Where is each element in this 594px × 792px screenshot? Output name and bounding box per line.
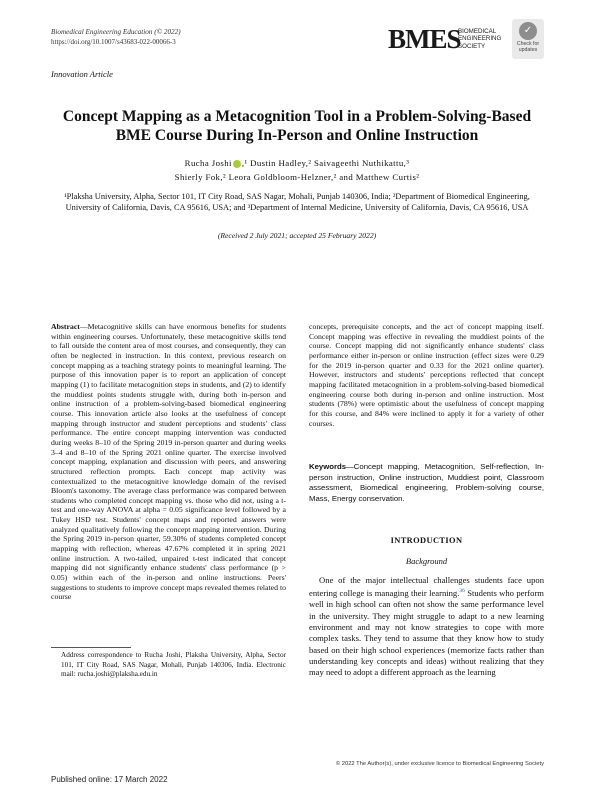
intro-text-a: One of the major intellectual challenges students face upon entering college is managing their learning.	[309, 575, 544, 599]
journal-name: Biomedical Engineering Education (© 2022)	[51, 28, 181, 36]
bmes-logo[interactable]	[388, 24, 508, 58]
correspondence-address: Address correspondence to Rucha Joshi, Plaksha University, Alpha, Sector 101, IT City Road, SAS Nagar, Mohali, Punjab 140306, India. Electronic mail: rucha.joshi@plaksha.edu.in	[61, 651, 286, 679]
citation-link[interactable]: 36	[459, 588, 465, 595]
copyright-notice: © 2022 The Author(s), under exclusive licence to Biomedical Engineering Society	[335, 761, 544, 767]
badge-line-2: updates	[518, 47, 538, 53]
intro-text-b: Students who perform well in high school can often not show the same performance level in the university. They might struggle to adapt to a new learning environment and may not know strategies to cope with more complex tasks. They tend to assume that they know how to study based on their high school experiences (memorize facts rather than understanding key concepts and ideas) without realizing that they may need to adopt a different approach as the learning	[309, 588, 544, 678]
author-list	[60, 156, 534, 184]
abstract-text: —Metacognitive skills can have enormous benefits for students within engineering courses. Unfortunately, these metacognitive skills tend to fall outside the content area of most courses, and consequently, they can often be neglected in instruction. In this context, previous research on concept mapping as a teaching strategy points to meaningful learning. The purpose of this innovation paper is to report an application of concept mapping (1) to facilitate metacognition steps in students, and (2) to identify the muddiest points students struggle with, during both in-person and online instruction of a problem-solving-based biomedical engineering course. This innovation article also looks at the usefulness of concept mapping through instructor and student perceptions and students' class performance. The entire concept mapping intervention was conducted during weeks 8–10 of the Spring 2019 in-person quarter and during weeks 3–4 and 8–10 of the Spring 2021 online quarter. The exercise involved concept mapping, explanation and discussion with peers, and answering structured reflection prompts. Each concept map activity was contextualized to the metacognitive knowledge domain of the revised Bloom's taxonomy. The average class performance was compared between students who completed concept mapping vs. those who did not, using a t-test and one-way ANOVA at alpha = 0.05 significance level followed by a Tukey HSD test. Students' concept maps and reported answers were analyzed qualitatively following the concept mapping intervention. During the Spring 2019 in-person quarter, 59.30% of students completed concept mapping with reflection, whereas 47.67% completed it in spring 2021 online instruction. A two-tailed, unpaired t-test indicated that concept mapping did not significantly enhance students' class performance (p > 0.05) within each of the in-person and online instructions. Peers' suggestions to students to improve concept maps revealed themes related to course	[51, 322, 286, 602]
abstract-label: Abstract	[51, 322, 80, 331]
article-type: Innovation Article	[51, 69, 113, 79]
keywords-label: Keywords	[309, 462, 347, 471]
logo-line-3: SOCIETY	[458, 42, 486, 50]
abstract-column	[51, 322, 286, 602]
author-first: Rucha Joshi	[184, 158, 232, 168]
author-line-2: Shierly Fok,² Leora Goldbloom-Helzner,² and Matthew Curtis²	[174, 172, 420, 182]
check-updates-label	[512, 41, 544, 53]
title-line-1: Concept Mapping as a Metacognition Tool in a Problem-Solving-Based	[62, 108, 532, 125]
abstract-continued: concepts, prerequisite concepts, and the act of concept mapping itself. Concept mapping was effective in revealing the muddiest points of the course. Concept mapping did not significantly enhance students' class performance either in-person or online instruction (effect sizes were 0.29 for the 2019 in-person quarter and 0.33 for the 2021 online quarter). However, instructors and students' perceptions reflected that concept mapping facilitated metacognition in a problem-solving-based biomedical engineering course both during in-person and online instruction. Most students (78%) were optimistic about the usefulness of concept mapping for this course, and 84% were inclined to apply it for a variety of other courses.	[309, 322, 544, 428]
introduction-text	[309, 575, 544, 679]
check-updates-icon: ✓	[519, 22, 537, 40]
logo-line-1: BIOMEDICAL	[458, 28, 497, 35]
orcid-icon[interactable]	[233, 160, 241, 168]
author-rest: ,¹ Dustin Hadley,² Saivageethi Nuthikattu,³	[241, 158, 410, 168]
bmes-logo-mark: BMES	[388, 24, 461, 54]
section-heading: INTRODUCTION	[390, 536, 463, 545]
doi-link[interactable]: https://doi.org/10.1007/s43683-022-00066-3	[51, 38, 176, 46]
keywords-text: —Concept mapping, Metacognition, Self-reflection, In-person instruction, Online instruction, Muddiest point, Classroom assessment, Biomedical engineering, Problem-solving course, Mass, Energy conservation.	[309, 462, 544, 503]
bmes-logo-text	[458, 28, 501, 50]
affiliations: ¹Plaksha University, Alpha, Sector 101, IT City Road, SAS Nagar, Mohali, Punjab 140306, India; ²Department of Biomedical Engineering, University of California, Davis, CA 95616, USA; and ³Department of Internal Medicine, University of California, Davis, CA 95616, USA	[64, 192, 530, 213]
footnote-divider	[51, 647, 131, 648]
badge-line-1: Check for	[516, 41, 540, 47]
received-dates: (Received 2 July 2021; accepted 25 February 2022)	[217, 231, 377, 240]
published-date: Published online: 17 March 2022	[51, 775, 168, 784]
author-line-1	[60, 156, 534, 170]
title-line-2: BME Course During In-Person and Online Instruction	[115, 127, 479, 144]
keywords-block	[309, 462, 544, 504]
paper-title	[40, 107, 554, 145]
logo-line-2: ENGINEERING	[458, 35, 502, 43]
check-for-updates-button[interactable]	[512, 19, 544, 59]
subsection-heading: Background	[405, 556, 448, 566]
